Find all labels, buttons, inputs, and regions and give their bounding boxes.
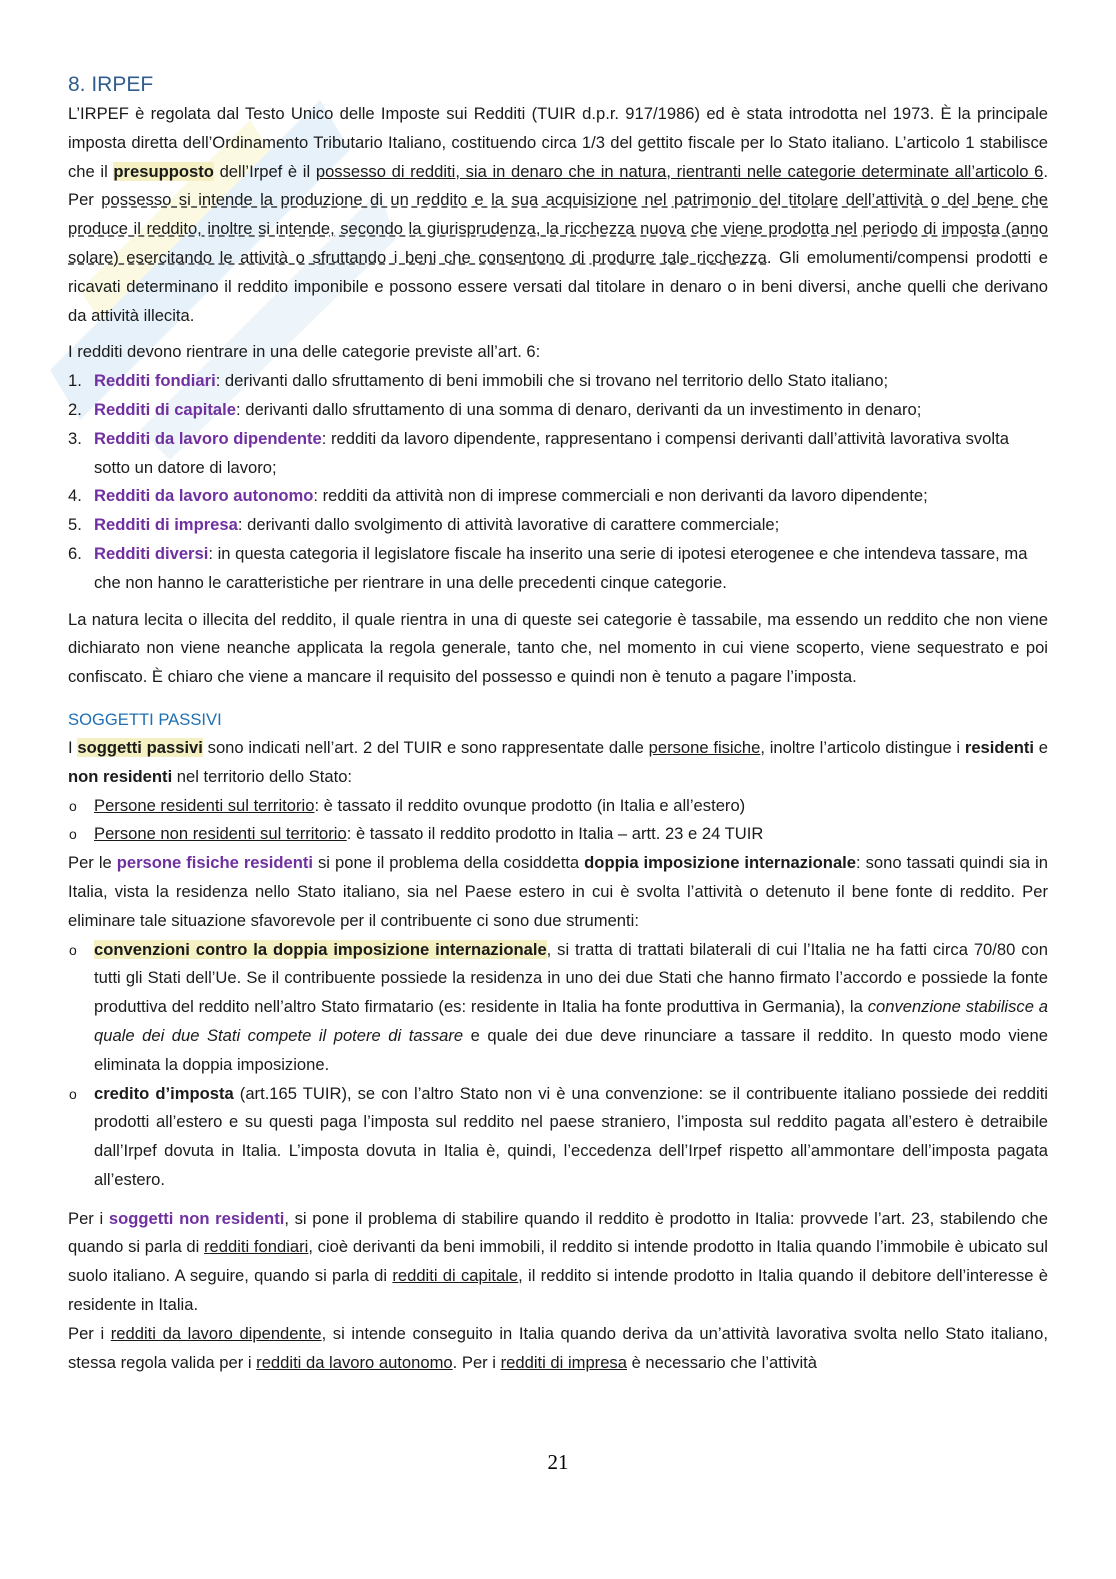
text-run: Per i xyxy=(68,1323,111,1343)
list-item xyxy=(68,936,1048,1080)
bold-term: presupposto xyxy=(113,161,214,181)
subsection-heading: SOGGETTI PASSIVI xyxy=(68,709,222,729)
text-run: , si tratta di trattati bilaterali di cui l’Italia ne ha fatti circa 70/80 con tutti gli Stati dell’Ue. Se il contribuente possiede la residenza in uno dei due Stati che hanno firmato l’accordo e possiede la fonte produttiva del reddito nell’altro Stato firmatario (es: residente in Italia ha fonte produttiva in Germania), la xyxy=(94,939,1048,1017)
category-label: Redditi di impresa xyxy=(94,515,238,535)
document-body xyxy=(68,70,1048,1377)
text-run: e quale dei due deve rinunciare a tassare il reddito. In questo modo viene eliminata la doppia imposizione. xyxy=(94,1025,1048,1074)
text-run: I xyxy=(68,737,78,757)
bold-term: doppia imposizione internazionale xyxy=(584,853,857,873)
tools-list xyxy=(68,936,1048,1195)
list-number: 3. xyxy=(68,428,82,448)
bold-term: convenzioni contro la doppia imposizione internazionale xyxy=(94,939,547,959)
category-text: : in questa categoria il legislatore fiscale ha inserito una serie di ipotesi eterogenee e che intendeva tassare, ma che non hanno le caratteristiche per rientrare in una delle precedenti cinque categorie. xyxy=(94,543,1028,592)
list-number: 5. xyxy=(68,515,82,535)
text-run: : sono tassati quindi sia in Italia, vista la residenza nello Stato italiano, sia nel Paese estero in cui è svolta l’attività o detenuto il bene fonte di reddito. Per eliminare tale situazione sfavorevole per il contribuente ci sono due strumenti: xyxy=(68,853,1048,930)
text-run: sono indicati nell’art. 2 del TUIR e sono rappresentate dalle xyxy=(202,737,649,757)
category-text: : derivanti dallo sfruttamento di beni immobili che si trovano nel territorio dello Stato italiano; xyxy=(215,371,889,391)
list-item xyxy=(68,1080,1048,1195)
category-label: Redditi da lavoro dipendente xyxy=(94,428,322,448)
category-text: : redditi da lavoro dipendente, rappresentano i compensi derivanti dall’attività lavorativa svolta sotto un datore di lavoro; xyxy=(94,428,1009,477)
list-item xyxy=(68,792,1048,821)
underlined-text: redditi di impresa xyxy=(500,1352,627,1372)
underlined-text: redditi fondiari xyxy=(204,1237,309,1257)
italic-text: convenzione stabilisce a quale dei due Stati compete il potere di tassare xyxy=(94,997,1049,1045)
work-income-paragraph xyxy=(68,1320,1048,1378)
category-text: : derivanti dallo svolgimento di attività lavorative di carattere commerciale; xyxy=(237,515,780,535)
text-run: : è tassato il reddito ovunque prodotto (in Italia e all’estero) xyxy=(314,795,746,815)
list-item xyxy=(68,425,1048,483)
list-number: 6. xyxy=(68,543,82,563)
categories-intro: I redditi devono rientrare in una delle categorie previste all’art. 6: xyxy=(68,342,541,362)
text-run: Per le xyxy=(68,853,117,873)
list-item xyxy=(68,820,1048,849)
category-label: Redditi fondiari xyxy=(94,371,216,391)
text-run: , cioè derivanti da beni immobili, il reddito si intende prodotto in Italia quando l’immobile è ubicato sul suolo italiano. A seguire, quando si parla di xyxy=(68,1237,1048,1286)
text-run: , si intende conseguito in Italia quando deriva da un’attività lavorativa svolta nello Stato italiano, stessa regola valida per i xyxy=(68,1323,1048,1372)
category-label: Redditi da lavoro autonomo xyxy=(94,486,314,506)
list-number: 1. xyxy=(68,371,82,391)
underlined-text: possesso si intende la produzione di un reddito e la sua acquisizione nel patrimonio del titolare dell’attività o del bene che produce il reddito, inoltre si intende, secondo la giurisprudenza, la ricchezza nuova che viene prodotta nel periodo di imposta (anno solare) esercitando le attività o sfruttando i beni che consentono di produrre tale ricchezza xyxy=(68,190,1048,267)
highlighted-term: persone fisiche residenti xyxy=(116,853,314,873)
text-run: (art.165 TUIR), se con l’altro Stato non vi è una convenzione: se il contribuente italiano possiede dei redditi prodotti all’estero e su questi paga l’imposta sul reddito nel paese straniero, l’imposta sul reddito pagata all’estero è detraibile dall’Irpef dovuta in Italia. L’imposta dovuta in Italia è, quindi, l’eccedenza dell’Irpef rispetto all’ammontare dell’imposta pagata all’estero. xyxy=(94,1083,1048,1189)
non-residents-paragraph xyxy=(68,1205,1048,1320)
bullet-icon: o xyxy=(69,797,77,814)
bullet-icon: o xyxy=(69,826,77,843)
page-number: 21 xyxy=(547,1450,569,1474)
category-text: : derivanti dallo sfruttamento di una somma di denaro, derivanti da un investimento in denaro; xyxy=(236,399,922,419)
underlined-text: possesso di redditi, sia in denaro che in natura, rientranti nelle categorie determinate all’articolo 6 xyxy=(315,161,1044,181)
list-item xyxy=(68,511,1048,540)
underlined-text: persone fisiche xyxy=(648,737,761,757)
text-run: : è tassato il reddito prodotto in Italia – artt. 23 e 24 TUIR xyxy=(346,824,764,844)
underlined-text: redditi da lavoro dipendente xyxy=(110,1323,322,1343)
text-run: L’IRPEF è regolata dal Testo Unico delle Imposte sui Redditi (TUIR d.p.r. 917/1986) ed è stata introdotta nel 1973. È la principale imposta diretta dell’Ordinamento Tributario Italiano, costituendo circa 1/3 del gettito fiscale per lo Stato italiano. L’articolo 1 stabilisce che il xyxy=(68,104,1048,181)
category-text: : redditi da attività non di imprese commerciali e non derivanti da lavoro dipendente; xyxy=(313,486,928,506)
highlighted-term: soggetti non residenti xyxy=(108,1208,285,1228)
list-item xyxy=(68,367,1048,396)
list-item xyxy=(68,540,1048,598)
nature-paragraph: La natura lecita o illecita del reddito, il quale rientra in una di queste sei categorie è tassabile, ma essendo un reddito che non viene dichiarato non viene neanche applicata la regola generale, tanto che, nel momento in cui viene scoperto, viene sequestrato e poi confiscato. È chiaro che viene a mancare il requisito del possesso e quindi non è tenuto a pagare l’imposta. xyxy=(68,609,1048,687)
bold-term: soggetti passivi xyxy=(77,737,203,757)
category-label: Redditi di capitale xyxy=(94,399,236,419)
bullet-icon: o xyxy=(69,1085,77,1102)
text-run: . Per xyxy=(68,161,1048,210)
underlined-text: Persone residenti sul territorio xyxy=(94,795,315,815)
text-run: , si pone il problema di stabilire quando il reddito è prodotto in Italia: provvede l’art. 23, stabilendo che quando si parla di xyxy=(68,1208,1048,1257)
category-label: Redditi diversi xyxy=(94,543,209,563)
text-run: si pone il problema della cosiddetta xyxy=(313,853,585,873)
bullet-icon: o xyxy=(69,941,77,958)
list-item xyxy=(68,482,1048,511)
bold-term: non residenti xyxy=(68,766,173,786)
intro-paragraph xyxy=(68,100,1048,330)
income-categories-list xyxy=(68,367,1048,597)
underlined-text: redditi da lavoro autonomo xyxy=(256,1352,453,1372)
bold-term: credito d’imposta xyxy=(94,1083,234,1103)
text-run: . Gli emolumenti/compensi prodotti e ricavati determinano il reddito imponibile e possono essere versati dal titolare in denaro o in beni diversi, anche quelli che derivano da attività illecita. xyxy=(68,247,1049,325)
text-run: nel territorio dello Stato: xyxy=(172,766,353,786)
text-run: , il reddito si intende prodotto in Italia quando il debitore dell’interesse è residente in Italia. xyxy=(68,1266,1049,1315)
text-run: è necessario che l’attività xyxy=(626,1352,817,1372)
passive-subjects-paragraph xyxy=(68,734,1048,792)
text-run: e xyxy=(1034,737,1048,757)
double-taxation-paragraph xyxy=(68,849,1048,935)
underlined-text: Persone non residenti sul territorio xyxy=(94,824,347,844)
list-number: 2. xyxy=(68,399,82,419)
list-number: 4. xyxy=(68,486,82,506)
text-run: dell’Irpef è il xyxy=(213,161,316,181)
text-run: . Per i xyxy=(452,1352,501,1372)
text-run: , inoltre l’articolo distingue i xyxy=(760,737,965,757)
underlined-text: redditi di capitale xyxy=(392,1266,519,1286)
section-heading: 8. IRPEF xyxy=(68,73,154,96)
bold-term: residenti xyxy=(964,737,1035,757)
list-item xyxy=(68,396,1048,425)
text-run: Per i xyxy=(68,1208,109,1228)
residents-list xyxy=(68,792,1048,850)
